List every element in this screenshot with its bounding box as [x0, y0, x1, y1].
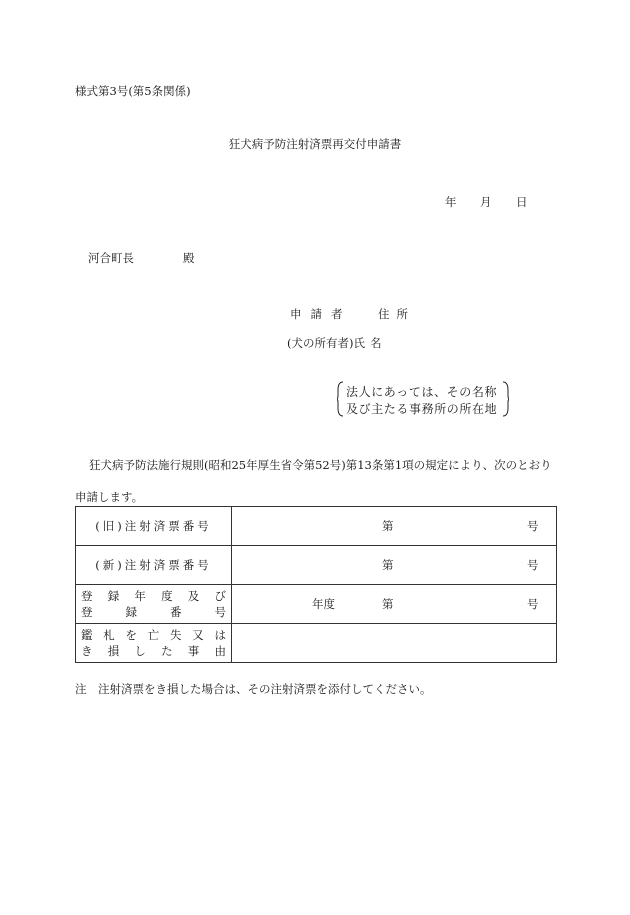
date-month-label: 月 — [480, 195, 492, 209]
date-year-label: 年 — [445, 195, 457, 209]
form-number: 様式第3号(第5条関係) — [75, 84, 191, 98]
body-text: 狂犬病予防法施行規則(昭和25年厚生省令第52号)第13条第1項の規定により、次のとおり申請します。 — [75, 458, 552, 504]
label-char: 番 — [170, 605, 182, 619]
number-prefix: 第 — [382, 597, 394, 611]
applicant-name-label: (犬の所有者)氏 — [287, 336, 365, 350]
fiscal-year-label: 年度 — [312, 597, 335, 611]
registration-year-number-label — [76, 585, 232, 624]
application-table — [75, 506, 557, 663]
applicant-address-label: 申請者 — [290, 307, 352, 321]
label-char: 鑑 — [81, 628, 93, 642]
label-char: を — [125, 628, 137, 642]
label-char: し — [134, 644, 146, 658]
label-char: 年 — [134, 589, 146, 603]
document-title: 狂犬病予防注射済票再交付申請書 — [228, 137, 402, 151]
corporate-note-line-1: 法人にあっては、その名称 — [346, 385, 498, 399]
label-line-1 — [81, 627, 226, 643]
number-suffix: 号 — [527, 558, 539, 572]
old-tag-number-value — [232, 507, 557, 546]
footnote: 注 注射済票をき損した場合は、その注射済票を添付してください。 — [75, 682, 432, 696]
label-char: た — [161, 644, 173, 658]
label-line-1 — [81, 588, 226, 604]
label-char: 由 — [214, 644, 226, 658]
label-char: 亡 — [147, 628, 160, 642]
new-tag-number-value — [232, 546, 557, 585]
label-char: 及 — [187, 589, 200, 603]
label-char: 事 — [187, 644, 200, 658]
label-char: 又 — [192, 628, 204, 642]
label-char: 損 — [107, 644, 120, 658]
number-prefix: 第 — [382, 558, 394, 572]
applicant-address-label-suffix: 住所 — [378, 307, 415, 321]
loss-damage-reason-label — [76, 624, 232, 663]
label-char: 登 — [81, 589, 93, 603]
label-line-2 — [81, 643, 226, 659]
addressee-honorific: 殿 — [183, 251, 195, 265]
label-char: 度 — [161, 589, 173, 603]
table-row — [76, 546, 557, 585]
date-day-label: 日 — [516, 195, 528, 209]
old-tag-number-label: (旧)注射済票番号 — [76, 507, 232, 546]
label-char: 号 — [214, 605, 226, 619]
table-row — [76, 585, 557, 624]
registration-year-number-value — [232, 585, 557, 624]
label-char: び — [214, 589, 226, 603]
applicant-name-label-suffix: 名 — [370, 336, 391, 350]
label-char: き — [81, 644, 93, 658]
label-char: は — [214, 628, 226, 642]
loss-damage-reason-value[interactable] — [232, 624, 557, 663]
label-char: 札 — [103, 628, 115, 642]
corporate-note-line-2: 及び主たる事務所の所在地 — [346, 402, 498, 416]
table-row — [76, 624, 557, 663]
label-line-2 — [81, 604, 226, 620]
label-char: 録 — [107, 589, 120, 603]
number-suffix: 号 — [527, 597, 539, 611]
addressee-name: 河合町長 — [88, 251, 134, 265]
corporate-note — [337, 381, 509, 417]
number-prefix: 第 — [382, 519, 394, 533]
label-char: 登 — [81, 605, 93, 619]
label-char: 失 — [170, 628, 182, 642]
new-tag-number-label: (新)注射済票番号 — [76, 546, 232, 585]
number-suffix: 号 — [527, 519, 539, 533]
label-char: 録 — [125, 605, 137, 619]
table-row — [76, 507, 557, 546]
